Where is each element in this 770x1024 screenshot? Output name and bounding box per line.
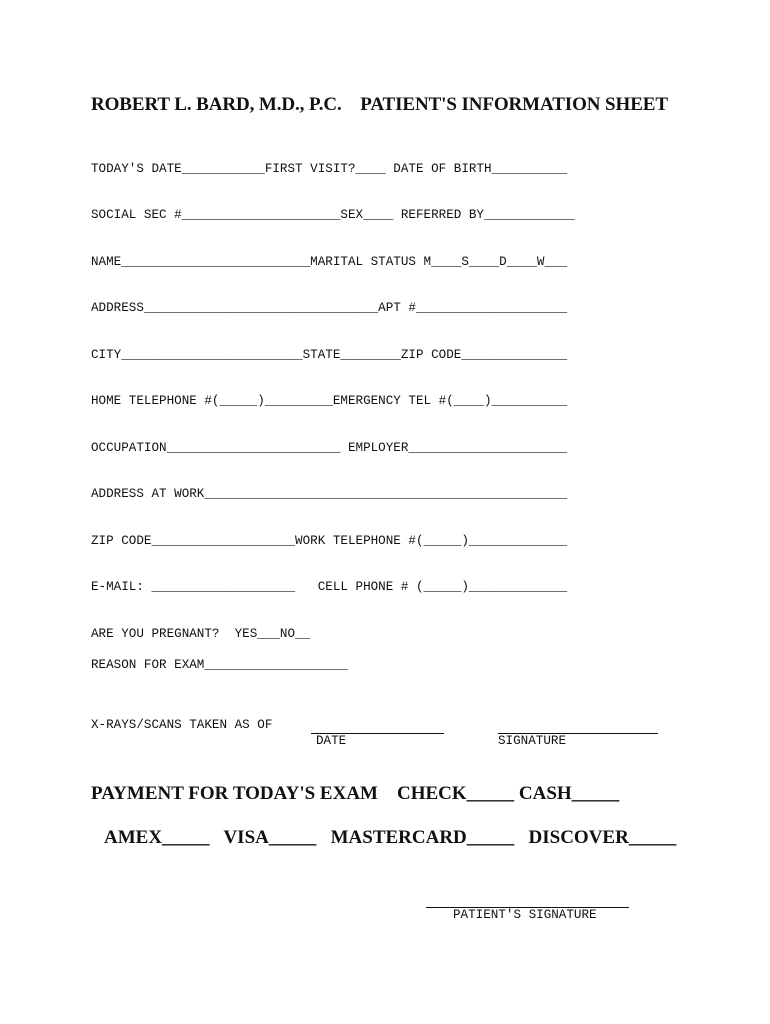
field-row-home-telephone[interactable]: HOME TELEPHONE #(_____)_________EMERGENCY TEL #(____)__________ bbox=[91, 394, 568, 408]
payment-line-1[interactable]: PAYMENT FOR TODAY'S EXAM CHECK_____ CASH_____ bbox=[91, 783, 620, 804]
field-row-zip-code[interactable]: ZIP CODE___________________WORK TELEPHONE #(_____)_____________ bbox=[91, 534, 568, 548]
field-row-name[interactable]: NAME_________________________MARITAL STATUS M____S____D____W___ bbox=[91, 255, 568, 269]
xrays-signature-caption: SIGNATURE bbox=[498, 734, 567, 748]
field-row-pregnant[interactable]: ARE YOU PREGNANT? YES___NO__ bbox=[91, 627, 311, 641]
field-row-address-at-work[interactable]: ADDRESS AT WORK________________________________________________ bbox=[91, 487, 568, 501]
patient-signature-caption: PATIENT'S SIGNATURE bbox=[453, 908, 597, 922]
xrays-label: X-RAYS/SCANS TAKEN AS OF bbox=[91, 718, 273, 732]
form-title: ROBERT L. BARD, M.D., P.C. PATIENT'S INFORMATION SHEET bbox=[91, 94, 668, 115]
field-row-reason-for-exam[interactable]: REASON FOR EXAM___________________ bbox=[91, 658, 348, 672]
field-row-occupation[interactable]: OCCUPATION_______________________ EMPLOYER_____________________ bbox=[91, 441, 568, 455]
field-row-city[interactable]: CITY________________________STATE________ZIP CODE______________ bbox=[91, 348, 568, 362]
xrays-date-caption: DATE bbox=[316, 734, 347, 748]
field-row-address[interactable]: ADDRESS_______________________________APT #____________________ bbox=[91, 301, 568, 315]
payment-line-2[interactable]: AMEX_____ VISA_____ MASTERCARD_____ DISCOVER_____ bbox=[104, 827, 677, 848]
field-row-email[interactable]: E-MAIL: ___________________ CELL PHONE # (_____)_____________ bbox=[91, 580, 568, 594]
field-row-social-sec[interactable]: SOCIAL SEC #_____________________SEX____ REFERRED BY____________ bbox=[91, 208, 575, 222]
field-row-todays-date[interactable]: TODAY'S DATE___________FIRST VISIT?____ DATE OF BIRTH__________ bbox=[91, 162, 568, 176]
